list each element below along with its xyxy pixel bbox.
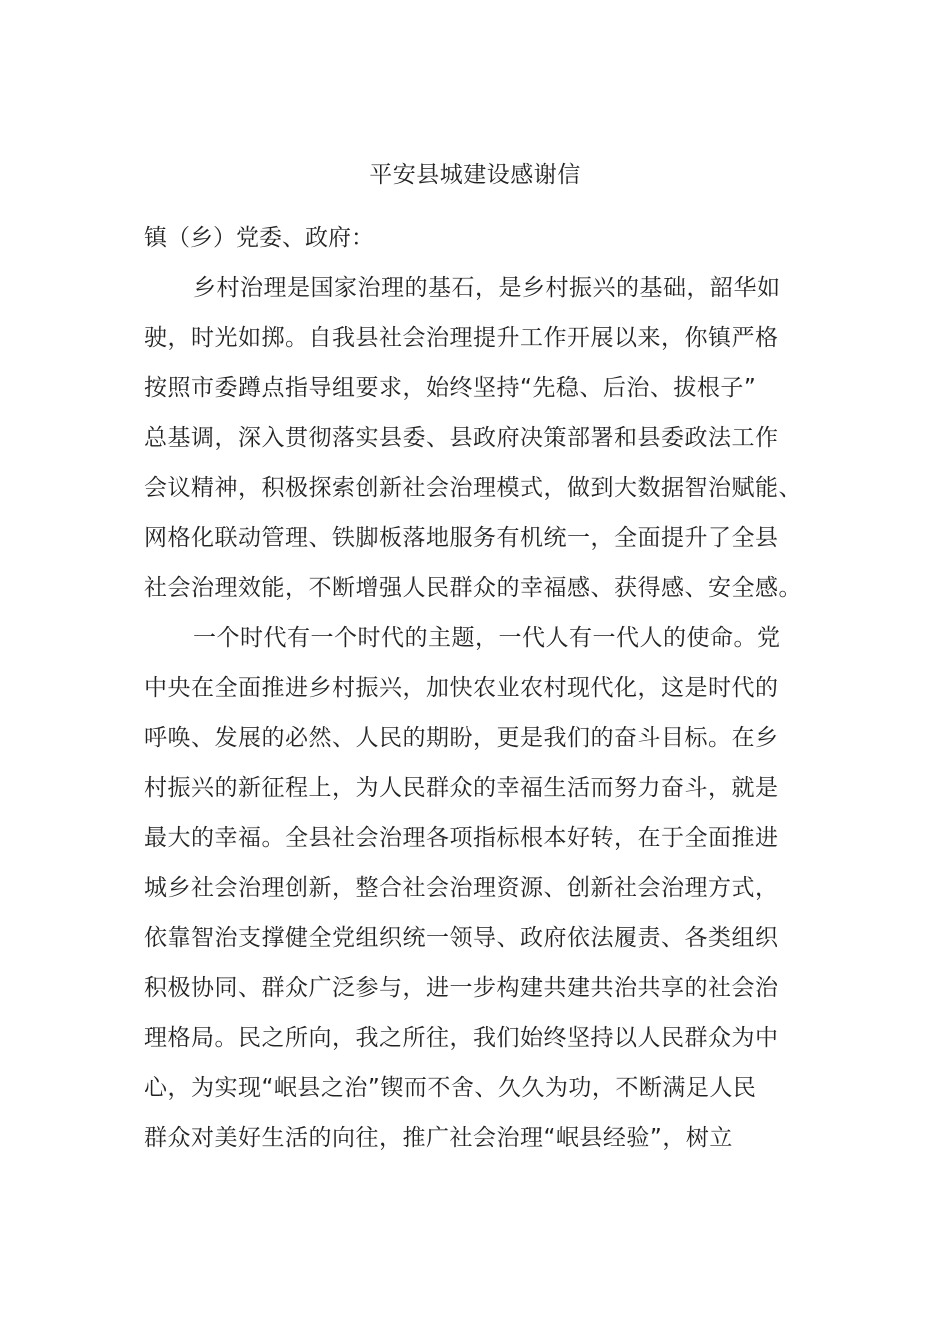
paragraph-line: 城乡社会治理创新，整合社会治理资源、创新社会治理方式，	[144, 875, 779, 901]
salutation: 镇（乡）党委、政府：	[144, 225, 374, 251]
paragraph-line: 最大的幸福。全县社会治理各项指标根本好转，在于全面推进	[144, 825, 779, 851]
paragraph-line: 心，为实现“岷县之治”锲而不舍、久久为功，不断满足人民	[144, 1075, 757, 1101]
document-title: 平安县城建设感谢信	[369, 162, 581, 188]
letter-body	[144, 268, 804, 1168]
paragraph-line: 一个时代有一个时代的主题，一代人有一代人的使命。党	[193, 625, 781, 651]
paragraph-line: 社会治理效能，不断增强人民群众的幸福感、获得感、安全感。	[144, 575, 802, 601]
paragraph-line: 依靠智治支撑健全党组织统一领导、政府依法履责、各类组织	[144, 925, 779, 951]
paragraph-line: 驶，时光如掷。自我县社会治理提升工作开展以来，你镇严格	[144, 325, 779, 351]
paragraph-line: 总基调，深入贯彻落实县委、县政府决策部署和县委政法工作	[144, 425, 779, 451]
paragraph-line: 呼唤、发展的必然、人民的期盼，更是我们的奋斗目标。在乡	[144, 725, 779, 751]
paragraph-line: 按照市委蹲点指导组要求，始终坚持“先稳、后治、拔根子”	[144, 375, 757, 401]
paragraph-line: 群众对美好生活的向往，推广社会治理“岷县经验”，树立	[144, 1125, 733, 1151]
paragraph-line: 网格化联动管理、铁脚板落地服务有机统一，全面提升了全县	[144, 525, 779, 551]
paragraph-line: 理格局。民之所向，我之所往，我们始终坚持以人民群众为中	[144, 1025, 779, 1051]
paragraph-line: 乡村治理是国家治理的基石，是乡村振兴的基础，韶华如	[193, 275, 781, 301]
paragraph-line: 积极协同、群众广泛参与，进一步构建共建共治共享的社会治	[144, 975, 779, 1001]
paragraph-line: 中央在全面推进乡村振兴，加快农业农村现代化，这是时代的	[144, 675, 779, 701]
paragraph-line: 会议精神，积极探索创新社会治理模式，做到大数据智治赋能、	[144, 475, 802, 501]
paragraph-line: 村振兴的新征程上，为人民群众的幸福生活而努力奋斗，就是	[144, 775, 779, 801]
